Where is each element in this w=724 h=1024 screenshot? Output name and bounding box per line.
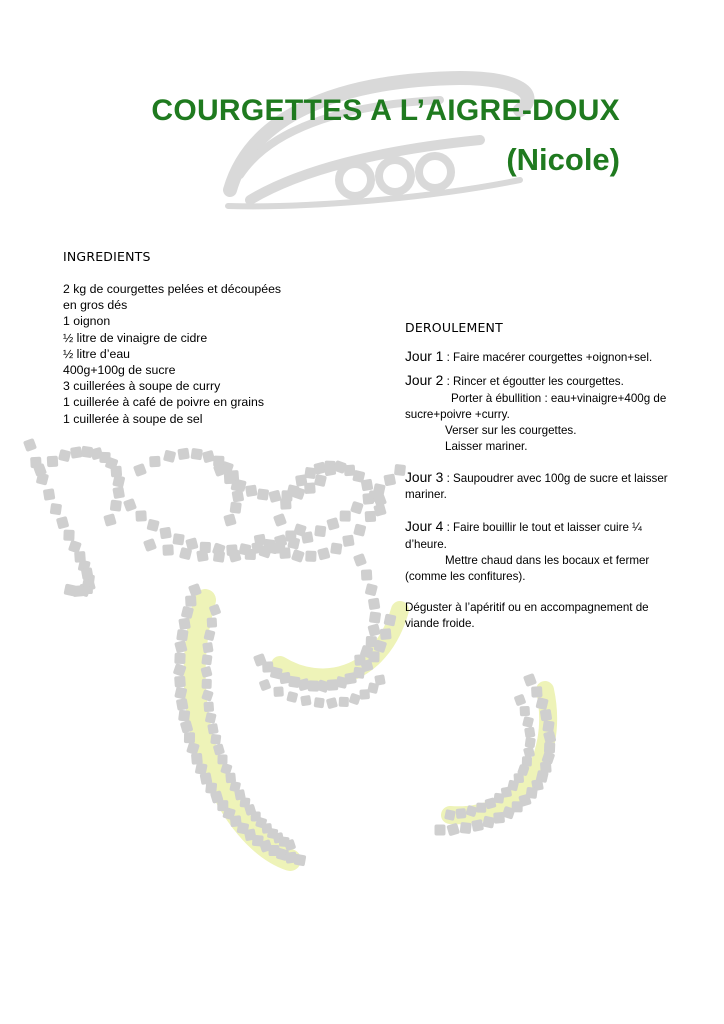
ingredient-item: 2 kg de courgettes pelées et découpées [63,282,282,296]
step-text: : Saupoudrer avec 100g de sucre et laisser [446,471,668,485]
step-jour-2 [405,373,690,455]
step-text: Verser sur les courgettes. [445,424,577,438]
ingredient-item: en gros dés [63,298,128,313]
ingredient-item: ½ litre d’eau [63,346,130,361]
step-text: sucre+poivre +curry. [405,407,510,421]
step-jour-4 [405,519,690,585]
step-day-label: Jour 2 [405,373,444,389]
step-jour-1 [405,349,690,366]
closing-text: Déguster à l’apéritif ou en accompagnement de [405,600,649,614]
step-text: Mettre chaud dans les bocaux et fermer [445,553,650,567]
ingredients-list [63,281,293,427]
step-text: : Rincer et égoutter les courgettes. [446,375,624,389]
step-day-label: Jour 4 [405,519,444,535]
ingredient-item: 400g+100g de sucre [63,363,176,378]
step-text: : Faire macérer courgettes +oignon+sel. [446,351,653,364]
recipe-title: COURGETTES A L’AIGRE-DOUX [151,94,620,127]
ingredient-item: 3 cuillerées à soupe de curry [63,379,221,394]
closing-note [405,600,690,633]
step-day-label: Jour 3 [405,469,444,485]
step-text: (comme les confitures). [405,570,526,584]
ingredient-item: 1 cuillerée à soupe de sel [63,411,203,426]
step-text: mariner. [405,488,447,502]
step-text: Porter à ébullition : eau+vinaigre+400g de [451,391,667,405]
step-text: d’heure. [405,537,447,551]
recipe-author: (Nicole) [506,142,620,177]
step-text: : Faire bouillir le tout et laisser cuire ¼ [446,521,642,535]
step-text: Laisser mariner. [445,440,528,454]
ingredient-item: 1 cuillerée à café de poivre en grains [63,395,264,410]
steps-list [405,349,690,639]
ingredient-item: ½ litre de vinaigre de cidre [63,330,208,345]
ingredient-item: 1 oignon [63,314,111,329]
step-jour-3 [405,470,690,504]
step-day-label: Jour 1 [405,349,444,364]
ingredients-heading: INGREDIENTS [63,249,151,264]
deroulement-heading: DEROULEMENT [405,320,503,335]
closing-text: viande froide. [405,616,475,630]
